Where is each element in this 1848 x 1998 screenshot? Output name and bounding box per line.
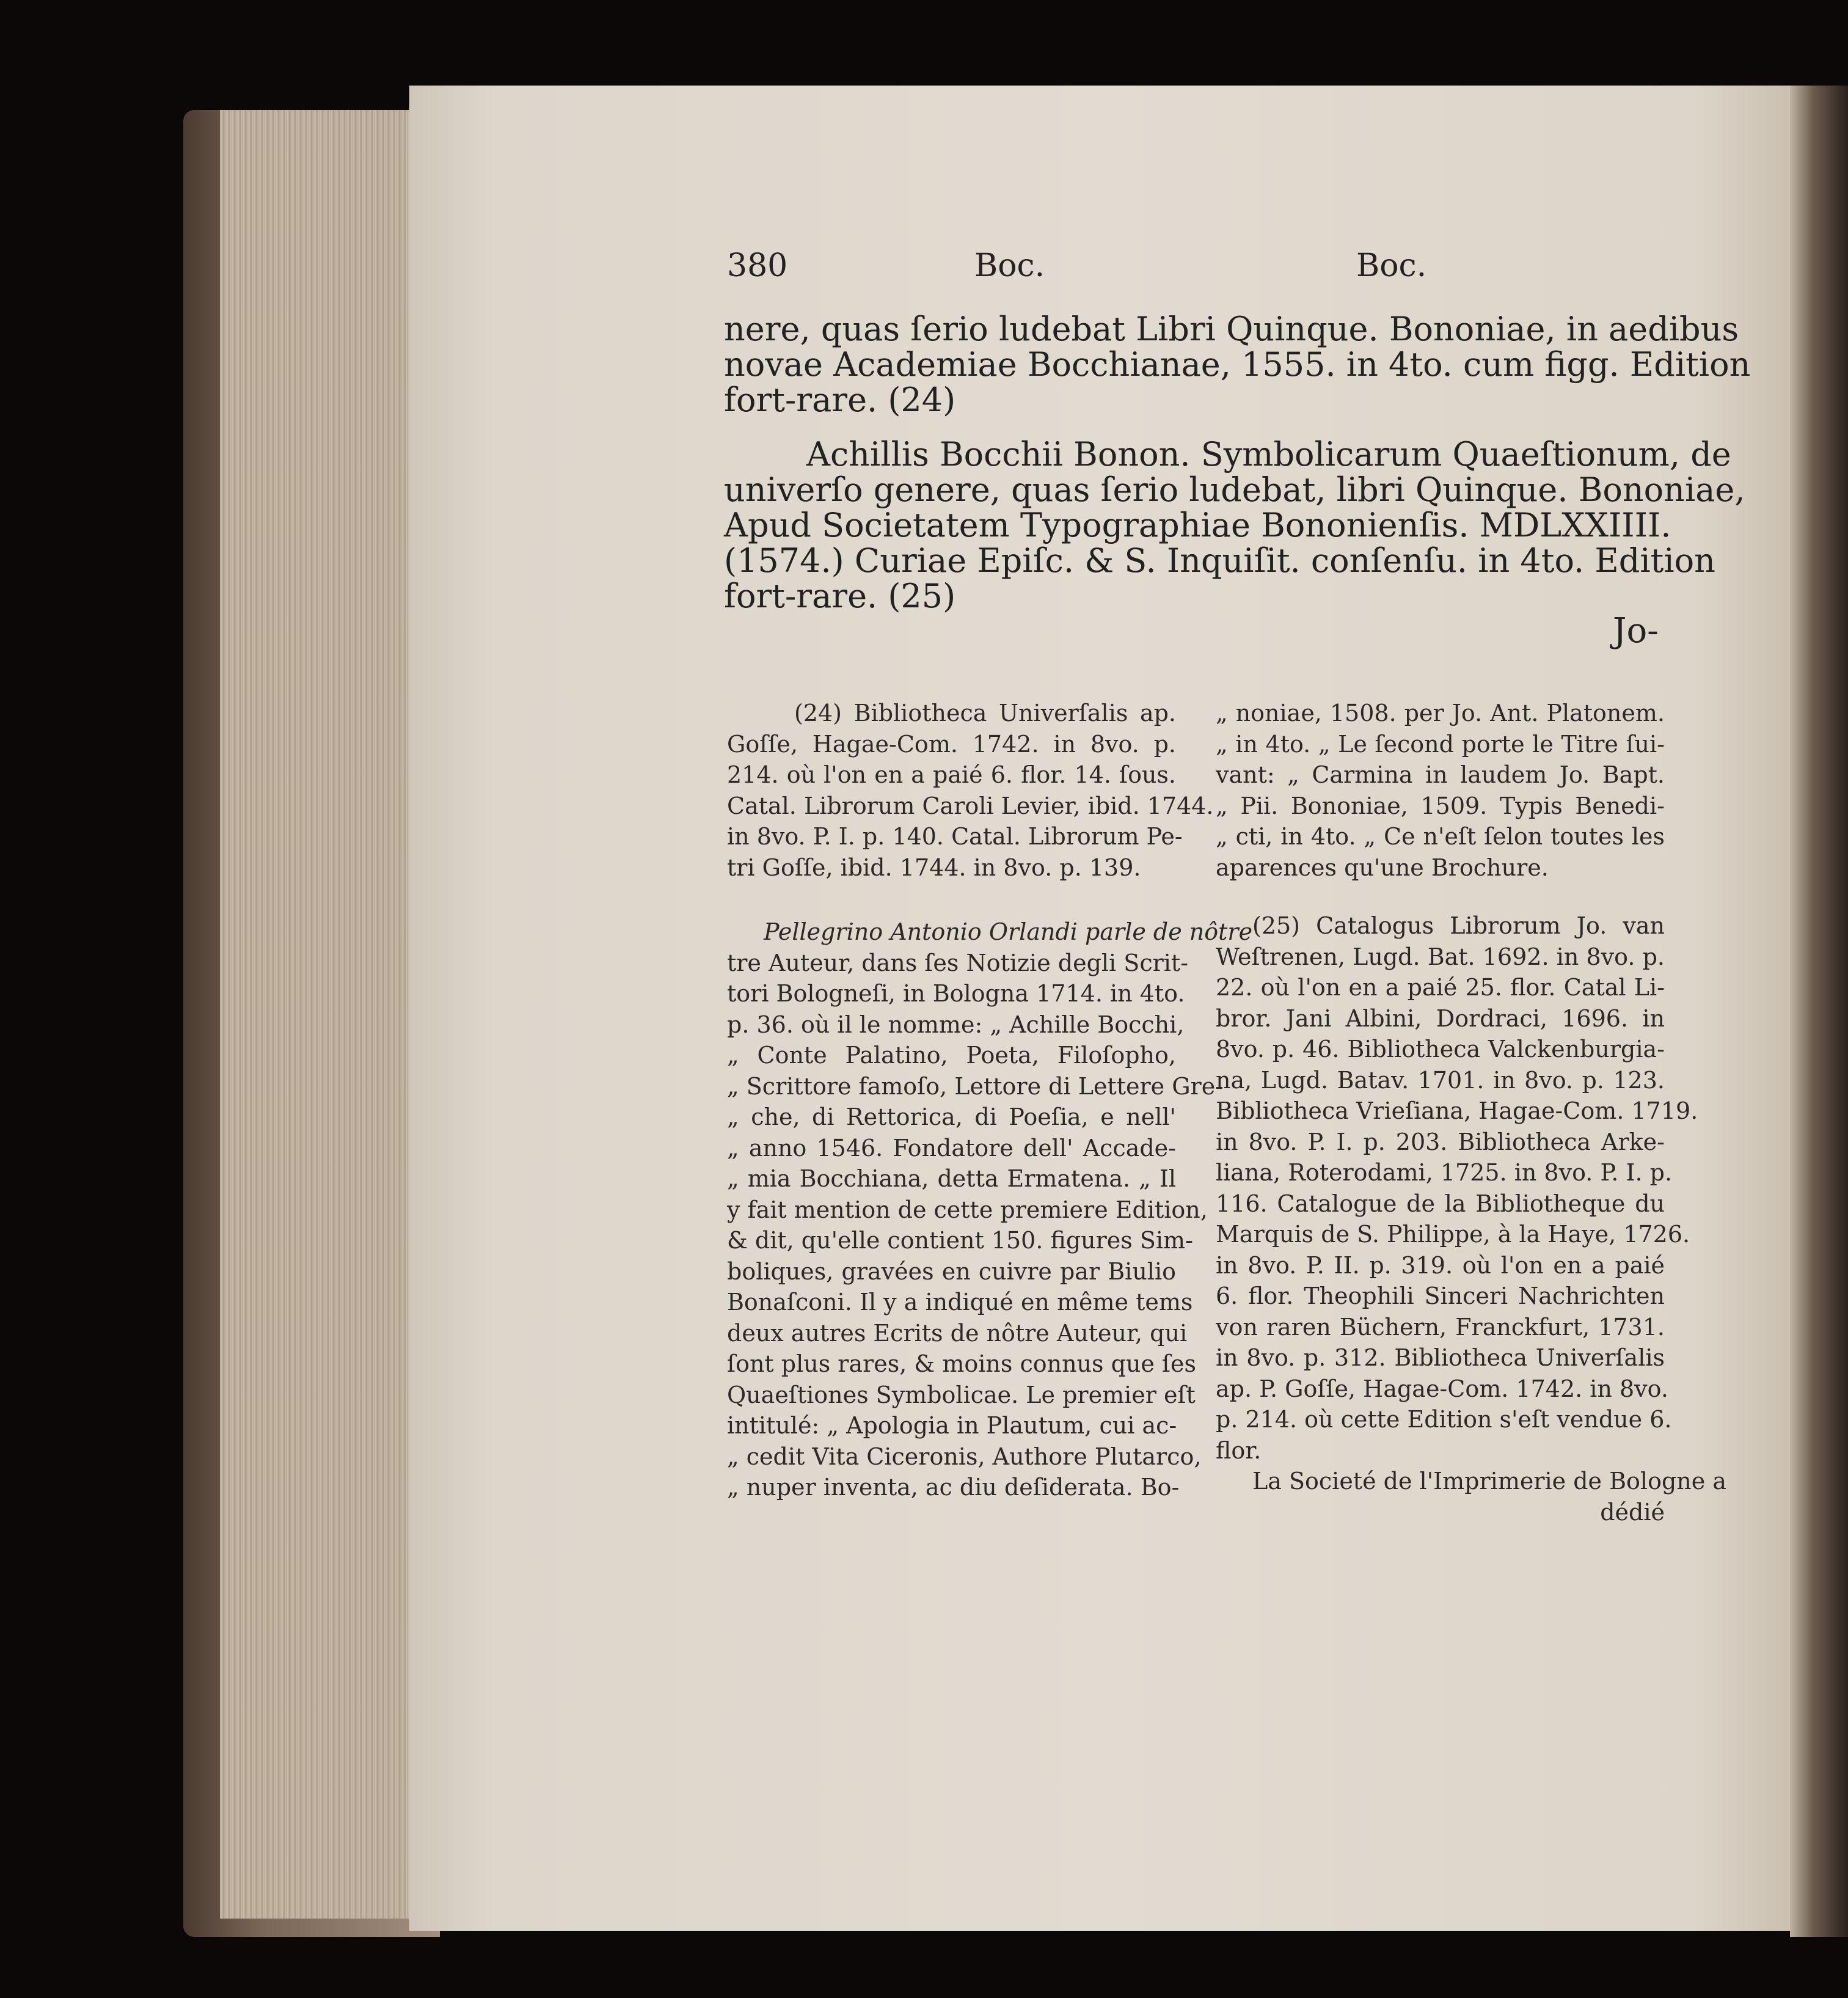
note-line: tri Goſſe, ibid. 1744. in 8vo. p. 139.: [727, 854, 1141, 881]
note-line: ap. P. Goſſe, Hagae-Com. 1742. in 8vo.: [1216, 1375, 1668, 1402]
note-line: „ Pii. Bononiae, 1509. Typis Benedi-: [1216, 792, 1665, 819]
running-head-left: Boc.: [974, 247, 1045, 284]
note-line: 6. flor. Theophili Sinceri Nachrichten: [1216, 1283, 1665, 1309]
note-line: aparences qu'une Brochure.: [1216, 854, 1549, 881]
footnotes-right: [1216, 698, 1665, 883]
main-line: nere, quas ſerio ludebat Libri Quinque. Bononiae, in aedibus: [724, 310, 1739, 348]
note-line: 22. où l'on en a paié 25. flor. Catal Li-: [1216, 974, 1665, 1001]
running-head-right: Boc.: [1356, 247, 1427, 284]
note-line: „ che, di Rettorica, di Poeſia, e nell': [727, 1103, 1176, 1130]
note-line: deux autres Ecrits de nôtre Auteur, qui: [727, 1319, 1188, 1347]
note-line: 8vo. p. 46. Bibliotheca Valckenburgia-: [1216, 1036, 1665, 1063]
footnotes-left: [727, 698, 1214, 883]
note-line: y fait mention de cette premiere Edition,: [727, 1196, 1208, 1223]
note-line: na, Lugd. Batav. 1701. in 8vo. p. 123.: [1216, 1066, 1665, 1094]
note-line: tre Auteur, dans ſes Notizie degli Scrit-: [727, 949, 1189, 976]
note-line: liana, Roterodami, 1725. in 8vo. P. I. p.: [1216, 1159, 1673, 1186]
main-text-entry: [724, 435, 1745, 615]
note-line: p. 214. où cette Edition s'eſt vendue 6.: [1216, 1406, 1672, 1433]
note-line: boliques, gravées en cuivre par Biulio: [727, 1257, 1176, 1285]
footnotes-right-25: [1216, 910, 1726, 1528]
note-line: „ in 4to. „ Le ſecond porte le Titre ſui-: [1216, 730, 1665, 758]
note-line: & dit, qu'elle contient 150. figures Sim-: [727, 1227, 1193, 1254]
note-line: von raren Büchern, Franckfurt, 1731.: [1216, 1313, 1665, 1341]
note-line: „ Conte Palatino, Poeta, Filoſopho,: [727, 1042, 1176, 1069]
note-line: Quaeſtiones Symbolicae. Le premier eſt: [727, 1381, 1196, 1408]
note-line: „ Scrittore famoſo, Lettore di Lettere Gre-: [727, 1072, 1224, 1100]
main-line: fort-rare. (25): [724, 577, 956, 615]
note-line: „ noniae, 1508. per Jo. Ant. Platonem.: [1216, 700, 1665, 726]
note-line: tori Bologneſi, in Bologna 1714. in 4to.: [727, 980, 1185, 1007]
main-line: univerſo genere, quas ſerio ludebat, libri Quinque. Bononiae,: [724, 470, 1745, 509]
page-number: 380: [727, 247, 788, 284]
note-line: Bonaſconi. Il y a indiqué en même tems: [727, 1289, 1193, 1316]
main-text: [724, 310, 1751, 419]
note-line: (24) Bibliotheca Univerſalis ap.: [794, 700, 1176, 726]
catchword: Jo-: [1613, 611, 1659, 651]
note-line: in 8vo. P. II. p. 319. où l'on en a paié: [1216, 1251, 1665, 1279]
note-line: 214. où l'on en a paié 6. flor. 14. ſous.: [727, 761, 1176, 788]
note-line: in 8vo. p. 312. Bibliotheca Univerſalis: [1216, 1344, 1665, 1371]
main-line: Achillis Bocchii Bonon. Symbolicarum Quaeſtionum, de: [806, 435, 1731, 474]
note-line: in 8vo. P. I. p. 203. Bibliotheca Arke-: [1216, 1128, 1665, 1155]
note-line: in 8vo. P. I. p. 140. Catal. Librorum Pe-: [727, 823, 1183, 850]
note-line: bror. Jani Albini, Dordraci, 1696. in: [1216, 1004, 1665, 1032]
note-line: 116. Catalogue de la Bibliotheque du: [1216, 1190, 1665, 1217]
note-line: dédié: [1600, 1498, 1665, 1526]
note-line: flor.: [1216, 1436, 1262, 1464]
note-line: (25) Catalogus Librorum Jo. van: [1252, 912, 1665, 939]
note-line: Pellegrino Antonio Orlandi parle de nôtre: [764, 918, 1253, 945]
book-gutter: [1790, 86, 1848, 1937]
note-line: intitulé: „ Apologia in Plautum, cui ac-: [727, 1412, 1177, 1439]
main-line: (1574.) Curiae Epiſc. & S. Inquiſit. conſenſu. in 4to. Edition: [724, 541, 1715, 580]
note-line: vant: „ Carmina in laudem Jo. Bapt.: [1216, 761, 1665, 788]
main-line: Apud Societatem Typographiae Bononienſis. MDLXXIIII.: [724, 506, 1671, 544]
note-line: „ nuper inventa, ac diu deſiderata. Bo-: [727, 1474, 1180, 1501]
note-line: Catal. Librorum Caroli Levier, ibid. 1744.: [727, 792, 1214, 819]
note-line: „ cti, in 4to. „ Ce n'eſt ſelon toutes les: [1216, 823, 1665, 850]
note-line: „ anno 1546. Fondatore dell' Accade-: [727, 1134, 1176, 1162]
note-line: Bibliotheca Vrieſiana, Hagae-Com. 1719.: [1216, 1097, 1698, 1124]
note-line: Weſtrenen, Lugd. Bat. 1692. in 8vo. p.: [1216, 943, 1665, 970]
page-edges: [220, 110, 422, 1919]
note-line: ſont plus rares, & moins connus que ſes: [727, 1350, 1197, 1377]
note-line: Goſſe, Hagae-Com. 1742. in 8vo. p.: [727, 730, 1176, 758]
note-line: Marquis de S. Philippe, à la Haye, 1726.: [1216, 1221, 1690, 1248]
note-line: La Societé de l'Imprimerie de Bologne a: [1252, 1468, 1726, 1495]
main-line: novae Academiae Bocchianae, 1555. in 4to. cum figg. Edition: [724, 345, 1751, 384]
note-line: „ cedit Vita Ciceronis, Authore Plutarco,: [727, 1443, 1202, 1470]
main-line: fort-rare. (24): [724, 381, 956, 419]
note-line: „ mia Bocchiana, detta Ermatena. „ Il: [727, 1165, 1176, 1192]
note-line: p. 36. où il le nomme: „ Achille Bocchi,: [727, 1011, 1185, 1038]
